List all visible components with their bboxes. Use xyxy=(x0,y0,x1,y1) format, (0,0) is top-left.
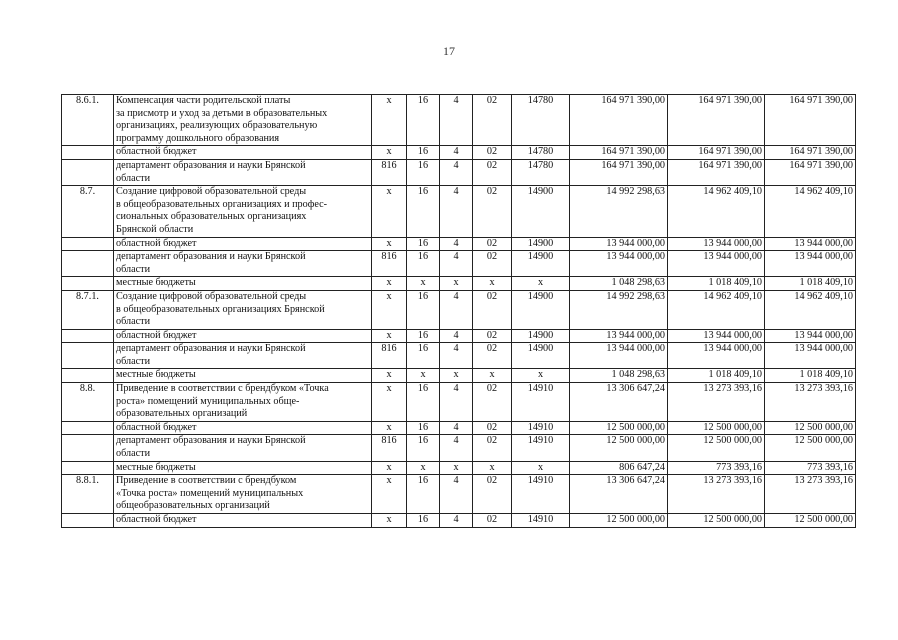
amount-year-1: 806 647,24 xyxy=(570,461,668,475)
code-direction: x xyxy=(512,369,570,383)
code-subprogram: x xyxy=(440,369,473,383)
amount-year-1: 13 944 000,00 xyxy=(570,237,668,251)
row-name: областной бюджет xyxy=(114,146,372,160)
code-admin: x xyxy=(372,329,407,343)
table-row xyxy=(62,435,856,461)
row-number xyxy=(62,421,114,435)
amount-year-2: 13 273 393,16 xyxy=(668,383,765,422)
code-admin: 816 xyxy=(372,159,407,185)
amount-year-2: 164 971 390,00 xyxy=(668,146,765,160)
code-main-event: 02 xyxy=(473,329,512,343)
row-number xyxy=(62,343,114,369)
code-admin: 816 xyxy=(372,343,407,369)
code-admin: 816 xyxy=(372,435,407,461)
code-program: 16 xyxy=(407,475,440,514)
code-subprogram: 4 xyxy=(440,475,473,514)
table-row xyxy=(62,461,856,475)
code-main-event: 02 xyxy=(473,421,512,435)
row-number xyxy=(62,277,114,291)
code-admin: x xyxy=(372,475,407,514)
code-subprogram: 4 xyxy=(440,435,473,461)
row-name: областной бюджет xyxy=(114,514,372,528)
code-admin: x xyxy=(372,237,407,251)
amount-year-2: 1 018 409,10 xyxy=(668,369,765,383)
table-row xyxy=(62,186,856,237)
code-admin: 816 xyxy=(372,251,407,277)
amount-year-1: 12 500 000,00 xyxy=(570,514,668,528)
table-row xyxy=(62,329,856,343)
code-direction: x xyxy=(512,461,570,475)
amount-year-2: 1 018 409,10 xyxy=(668,277,765,291)
amount-year-3: 164 971 390,00 xyxy=(765,159,856,185)
code-program: 16 xyxy=(407,514,440,528)
code-subprogram: 4 xyxy=(440,251,473,277)
code-main-event: x xyxy=(473,369,512,383)
amount-year-3: 14 962 409,10 xyxy=(765,290,856,329)
code-program: 16 xyxy=(407,421,440,435)
code-program: 16 xyxy=(407,237,440,251)
code-subprogram: 4 xyxy=(440,290,473,329)
code-direction: 14910 xyxy=(512,383,570,422)
amount-year-3: 13 944 000,00 xyxy=(765,343,856,369)
code-main-event: 02 xyxy=(473,383,512,422)
row-name: Создание цифровой образовательной среды в общеобразовательных организациях и профес- сиональных образовательных организациях Брянской области xyxy=(114,186,372,237)
table-row xyxy=(62,237,856,251)
amount-year-3: 13 944 000,00 xyxy=(765,237,856,251)
row-number: 8.6.1. xyxy=(62,95,114,146)
code-main-event: 02 xyxy=(473,343,512,369)
row-name: Компенсация части родительской платы за присмотр и уход за детьми в образовательных организациях, реализующих образовательную программу дошкольного образования xyxy=(114,95,372,146)
row-number xyxy=(62,146,114,160)
amount-year-3: 12 500 000,00 xyxy=(765,435,856,461)
amount-year-1: 1 048 298,63 xyxy=(570,369,668,383)
row-name: областной бюджет xyxy=(114,329,372,343)
code-subprogram: 4 xyxy=(440,146,473,160)
row-number xyxy=(62,237,114,251)
code-admin: x xyxy=(372,461,407,475)
row-name: Приведение в соответствии с брендбуком «Точка роста» помещений муниципальных обще- образовательных организаций xyxy=(114,383,372,422)
table-row xyxy=(62,514,856,528)
amount-year-1: 13 944 000,00 xyxy=(570,251,668,277)
code-direction: 14900 xyxy=(512,237,570,251)
row-name: областной бюджет xyxy=(114,421,372,435)
amount-year-2: 13 944 000,00 xyxy=(668,343,765,369)
amount-year-2: 13 944 000,00 xyxy=(668,251,765,277)
code-direction: 14780 xyxy=(512,146,570,160)
code-subprogram: 4 xyxy=(440,329,473,343)
table-row xyxy=(62,475,856,514)
code-main-event: 02 xyxy=(473,435,512,461)
amount-year-3: 13 944 000,00 xyxy=(765,251,856,277)
code-subprogram: 4 xyxy=(440,159,473,185)
code-program: 16 xyxy=(407,95,440,146)
amount-year-3: 12 500 000,00 xyxy=(765,514,856,528)
code-direction: 14910 xyxy=(512,435,570,461)
row-number xyxy=(62,329,114,343)
code-admin: x xyxy=(372,95,407,146)
amount-year-2: 14 962 409,10 xyxy=(668,186,765,237)
code-main-event: 02 xyxy=(473,475,512,514)
code-program: 16 xyxy=(407,383,440,422)
row-name: департамент образования и науки Брянской области xyxy=(114,251,372,277)
code-subprogram: x xyxy=(440,277,473,291)
code-direction: 14900 xyxy=(512,343,570,369)
amount-year-3: 164 971 390,00 xyxy=(765,95,856,146)
code-main-event: 02 xyxy=(473,146,512,160)
code-program: x xyxy=(407,277,440,291)
amount-year-1: 13 944 000,00 xyxy=(570,343,668,369)
page-number: 17 xyxy=(443,44,455,58)
code-admin: x xyxy=(372,277,407,291)
row-number xyxy=(62,435,114,461)
row-number xyxy=(62,461,114,475)
table-row xyxy=(62,290,856,329)
row-number: 8.8. xyxy=(62,383,114,422)
code-admin: x xyxy=(372,146,407,160)
code-subprogram: 4 xyxy=(440,343,473,369)
row-number: 8.7. xyxy=(62,186,114,237)
row-name: департамент образования и науки Брянской области xyxy=(114,159,372,185)
code-admin: x xyxy=(372,290,407,329)
table-row xyxy=(62,159,856,185)
amount-year-2: 14 962 409,10 xyxy=(668,290,765,329)
amount-year-3: 1 018 409,10 xyxy=(765,369,856,383)
amount-year-1: 13 944 000,00 xyxy=(570,329,668,343)
code-admin: x xyxy=(372,186,407,237)
code-direction: 14780 xyxy=(512,159,570,185)
code-direction: 14900 xyxy=(512,186,570,237)
code-direction: 14910 xyxy=(512,475,570,514)
table-row xyxy=(62,95,856,146)
row-name: областной бюджет xyxy=(114,237,372,251)
code-main-event: x xyxy=(473,277,512,291)
amount-year-3: 773 393,16 xyxy=(765,461,856,475)
row-number xyxy=(62,514,114,528)
code-program: x xyxy=(407,461,440,475)
code-direction: x xyxy=(512,277,570,291)
row-number: 8.8.1. xyxy=(62,475,114,514)
row-number xyxy=(62,159,114,185)
budget-table xyxy=(61,94,856,528)
code-program: 16 xyxy=(407,146,440,160)
code-subprogram: 4 xyxy=(440,383,473,422)
amount-year-3: 12 500 000,00 xyxy=(765,421,856,435)
row-name: местные бюджеты xyxy=(114,277,372,291)
code-admin: x xyxy=(372,369,407,383)
code-subprogram: 4 xyxy=(440,514,473,528)
table-row xyxy=(62,343,856,369)
amount-year-3: 13 273 393,16 xyxy=(765,383,856,422)
code-main-event: 02 xyxy=(473,290,512,329)
code-program: 16 xyxy=(407,343,440,369)
amount-year-1: 14 992 298,63 xyxy=(570,186,668,237)
amount-year-3: 14 962 409,10 xyxy=(765,186,856,237)
code-program: 16 xyxy=(407,290,440,329)
amount-year-2: 13 273 393,16 xyxy=(668,475,765,514)
code-main-event: 02 xyxy=(473,251,512,277)
amount-year-1: 164 971 390,00 xyxy=(570,159,668,185)
row-name: местные бюджеты xyxy=(114,369,372,383)
code-program: 16 xyxy=(407,435,440,461)
amount-year-3: 1 018 409,10 xyxy=(765,277,856,291)
row-name: Приведение в соответствии с брендбуком «Точка роста» помещений муниципальных общеобразовательных организаций xyxy=(114,475,372,514)
code-admin: x xyxy=(372,383,407,422)
code-program: 16 xyxy=(407,251,440,277)
code-program: x xyxy=(407,369,440,383)
code-subprogram: 4 xyxy=(440,421,473,435)
row-number: 8.7.1. xyxy=(62,290,114,329)
code-main-event: 02 xyxy=(473,95,512,146)
amount-year-3: 164 971 390,00 xyxy=(765,146,856,160)
amount-year-1: 164 971 390,00 xyxy=(570,95,668,146)
amount-year-2: 12 500 000,00 xyxy=(668,421,765,435)
code-direction: 14910 xyxy=(512,514,570,528)
code-direction: 14900 xyxy=(512,290,570,329)
row-name: местные бюджеты xyxy=(114,461,372,475)
table-row xyxy=(62,383,856,422)
code-direction: 14780 xyxy=(512,95,570,146)
table-row xyxy=(62,277,856,291)
code-subprogram: 4 xyxy=(440,186,473,237)
amount-year-1: 13 306 647,24 xyxy=(570,383,668,422)
row-name: департамент образования и науки Брянской области xyxy=(114,435,372,461)
amount-year-2: 164 971 390,00 xyxy=(668,95,765,146)
code-admin: x xyxy=(372,421,407,435)
code-direction: 14900 xyxy=(512,329,570,343)
code-admin: x xyxy=(372,514,407,528)
amount-year-3: 13 273 393,16 xyxy=(765,475,856,514)
table-row xyxy=(62,421,856,435)
table-row xyxy=(62,369,856,383)
code-program: 16 xyxy=(407,159,440,185)
amount-year-3: 13 944 000,00 xyxy=(765,329,856,343)
code-direction: 14910 xyxy=(512,421,570,435)
table-body xyxy=(62,95,856,528)
row-number xyxy=(62,251,114,277)
code-main-event: x xyxy=(473,461,512,475)
amount-year-2: 773 393,16 xyxy=(668,461,765,475)
code-subprogram: x xyxy=(440,461,473,475)
code-program: 16 xyxy=(407,329,440,343)
table-row xyxy=(62,251,856,277)
code-main-event: 02 xyxy=(473,237,512,251)
amount-year-1: 12 500 000,00 xyxy=(570,435,668,461)
table-row xyxy=(62,146,856,160)
code-subprogram: 4 xyxy=(440,95,473,146)
amount-year-2: 12 500 000,00 xyxy=(668,514,765,528)
amount-year-2: 164 971 390,00 xyxy=(668,159,765,185)
code-main-event: 02 xyxy=(473,159,512,185)
code-program: 16 xyxy=(407,186,440,237)
amount-year-1: 12 500 000,00 xyxy=(570,421,668,435)
row-name: Создание цифровой образовательной среды в общеобразовательных организациях Брянской области xyxy=(114,290,372,329)
code-subprogram: 4 xyxy=(440,237,473,251)
amount-year-1: 164 971 390,00 xyxy=(570,146,668,160)
amount-year-1: 13 306 647,24 xyxy=(570,475,668,514)
row-name: департамент образования и науки Брянской области xyxy=(114,343,372,369)
amount-year-1: 14 992 298,63 xyxy=(570,290,668,329)
code-main-event: 02 xyxy=(473,186,512,237)
amount-year-2: 13 944 000,00 xyxy=(668,237,765,251)
amount-year-2: 13 944 000,00 xyxy=(668,329,765,343)
row-number xyxy=(62,369,114,383)
amount-year-2: 12 500 000,00 xyxy=(668,435,765,461)
amount-year-1: 1 048 298,63 xyxy=(570,277,668,291)
code-direction: 14900 xyxy=(512,251,570,277)
code-main-event: 02 xyxy=(473,514,512,528)
